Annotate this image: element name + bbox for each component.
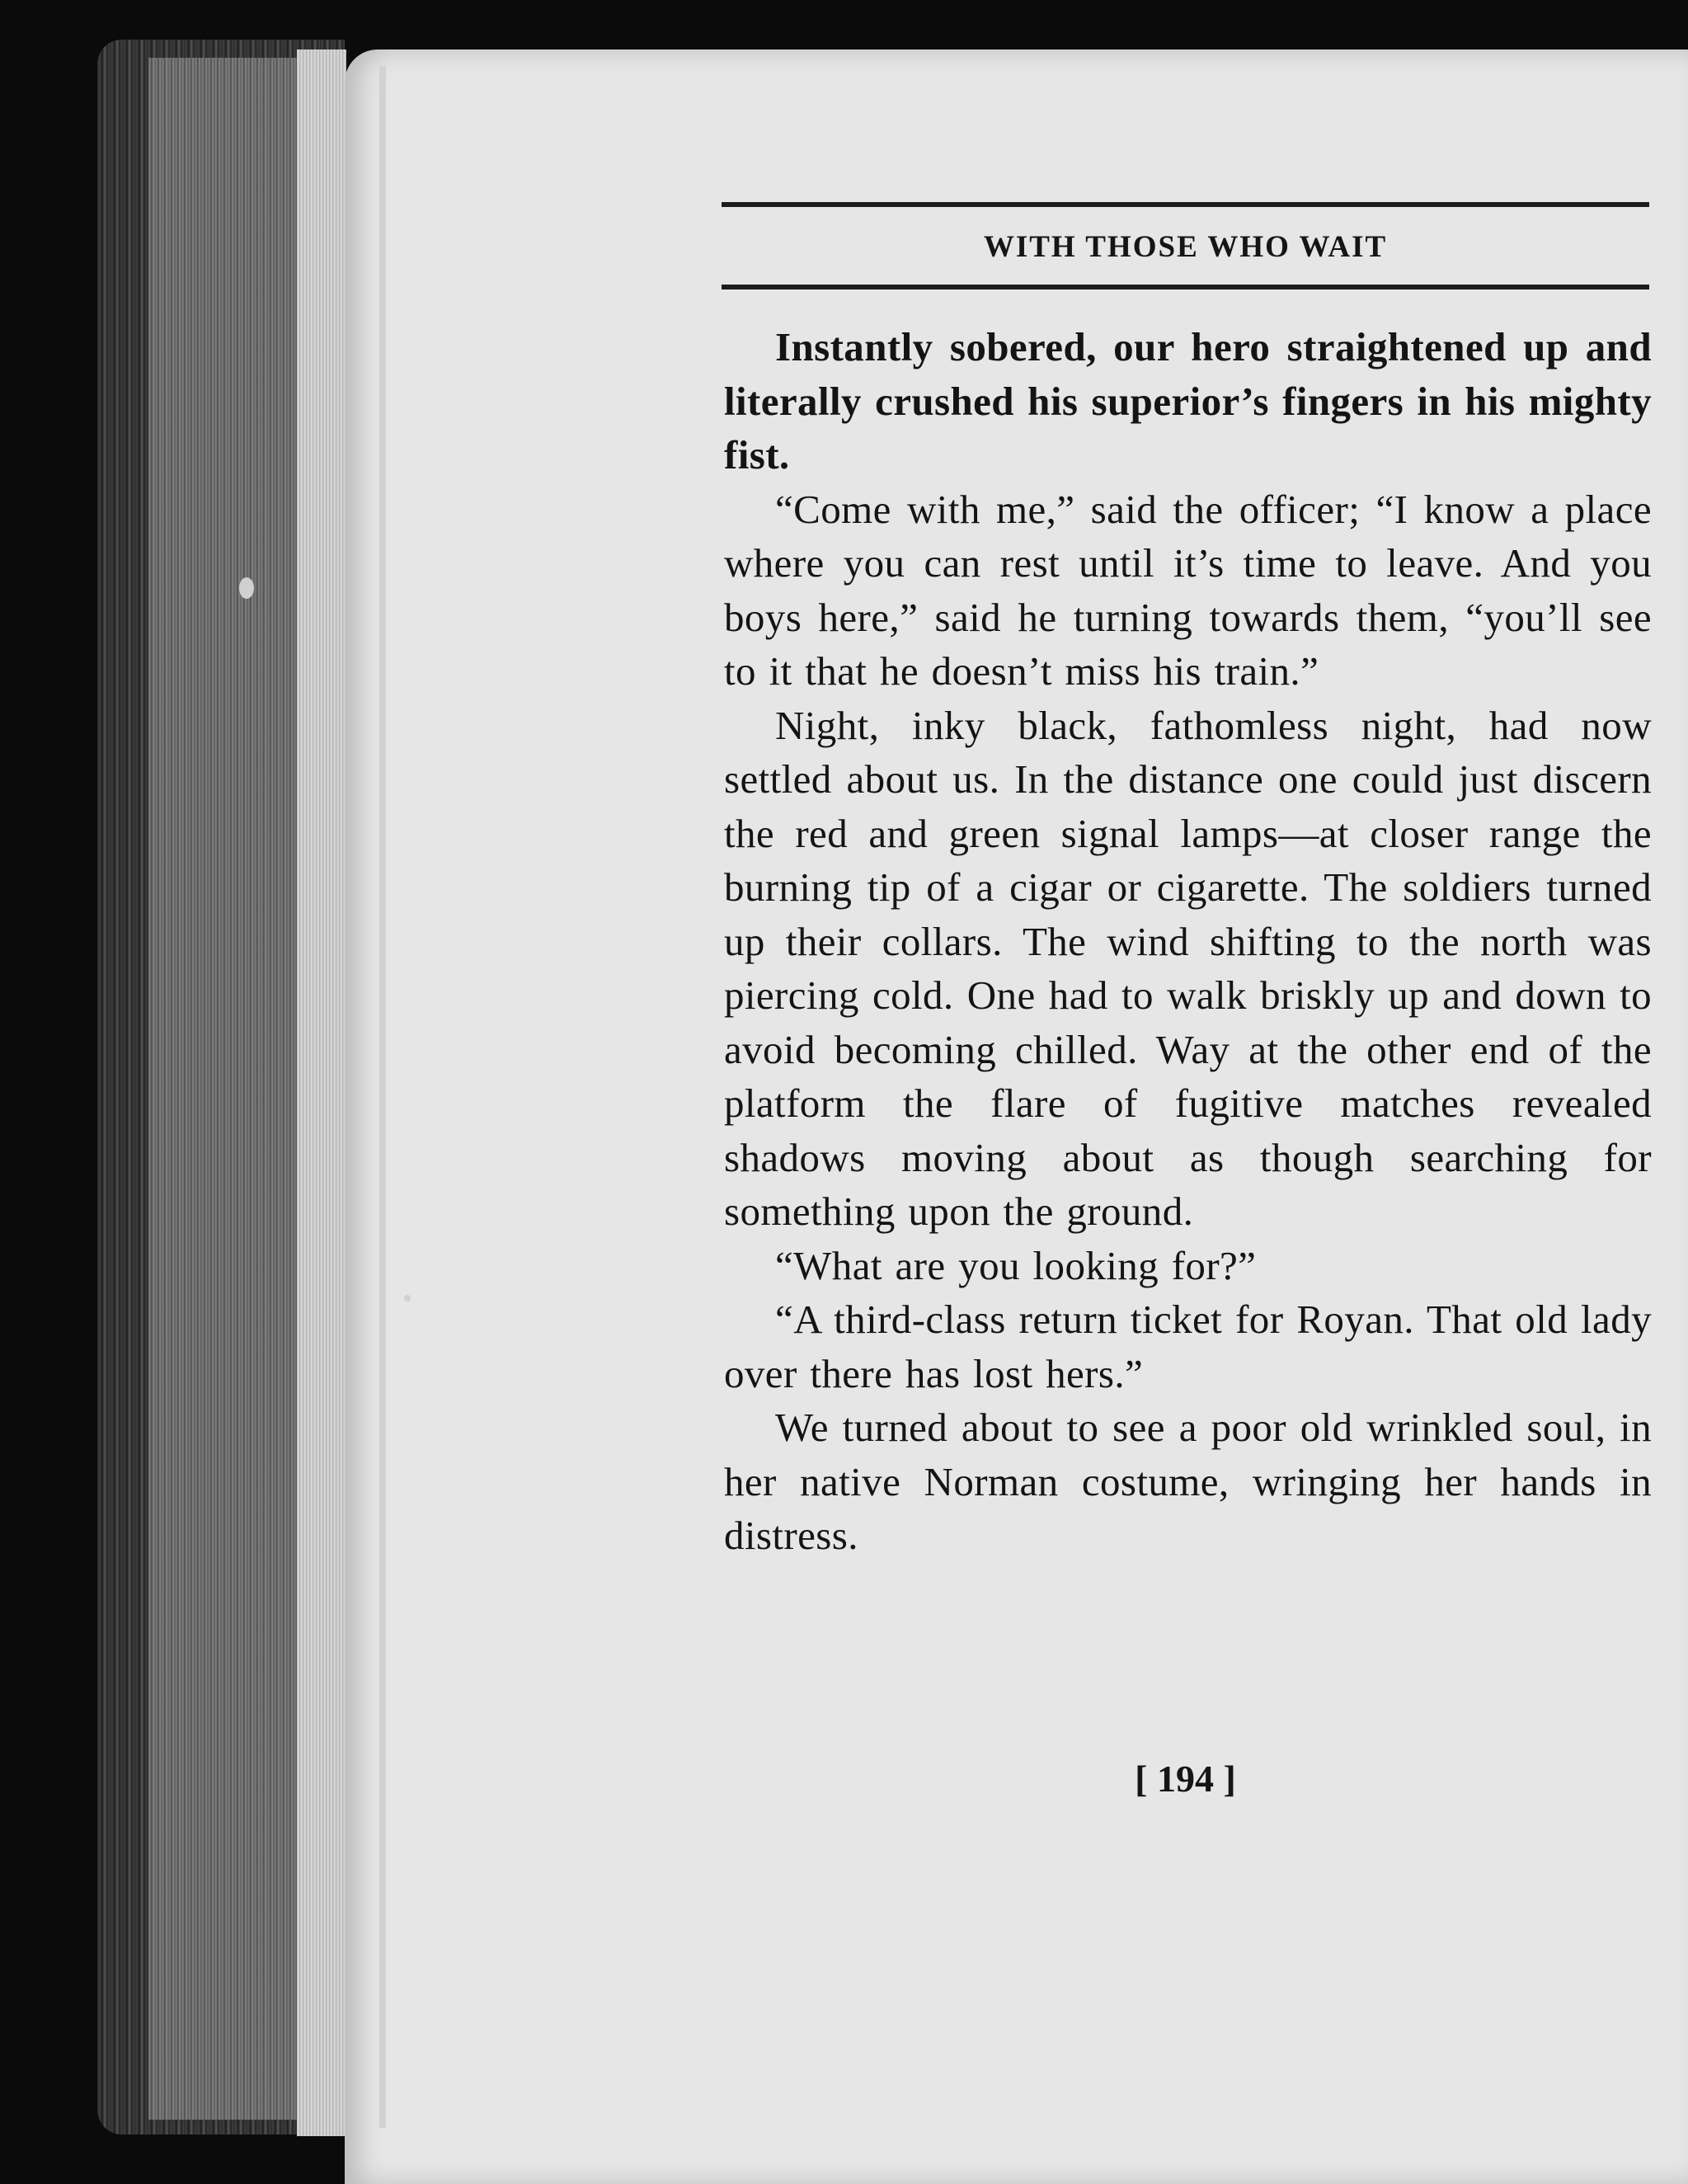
paragraph: “Come with me,” said the officer; “I know a place where you can rest until it’s time to leave. And you boys here,” said he turning towards them, “you’ll see to it that he doesn’t miss his train.” xyxy=(724,486,1652,694)
paragraph: We turned about to see a poor old wrinkled soul, in her native Norman costume, wringing her hands in distress. xyxy=(724,1405,1652,1558)
paragraph: “A third-class return ticket for Royan. That old lady over there has lost hers.” xyxy=(724,1297,1652,1396)
speck xyxy=(239,577,254,599)
paragraph: Night, inky black, fathomless night, had now settled about us. In the distance one could just discern the red and green signal lamps—at closer range the burning tip of a cigar or cigarette. The soldiers turned up their collars. The wind shifting to the north was piercing cold. One had to walk briskly up and down to avoid becoming chilled. Way at the other end of the platform the flare of fugitive matches revealed shadows moving about as though searching for something upon the ground. xyxy=(724,702,1652,1234)
running-head: WITH THOSE WHO WAIT xyxy=(983,230,1388,264)
page-number: [ 194 ] xyxy=(1135,1758,1236,1800)
running-head-top-rule xyxy=(722,202,1649,207)
book-page-edges-light xyxy=(297,49,346,2136)
speck xyxy=(404,1295,411,1301)
body-text xyxy=(724,320,1652,1563)
paragraph: “What are you looking for?” xyxy=(775,1242,1257,1288)
page-fold xyxy=(379,66,386,2128)
running-head-bottom-rule xyxy=(722,285,1649,289)
paragraph: Instantly sobered, our hero straightened up and literally crushed his superior’s fingers in his mighty fist. xyxy=(724,324,1652,478)
